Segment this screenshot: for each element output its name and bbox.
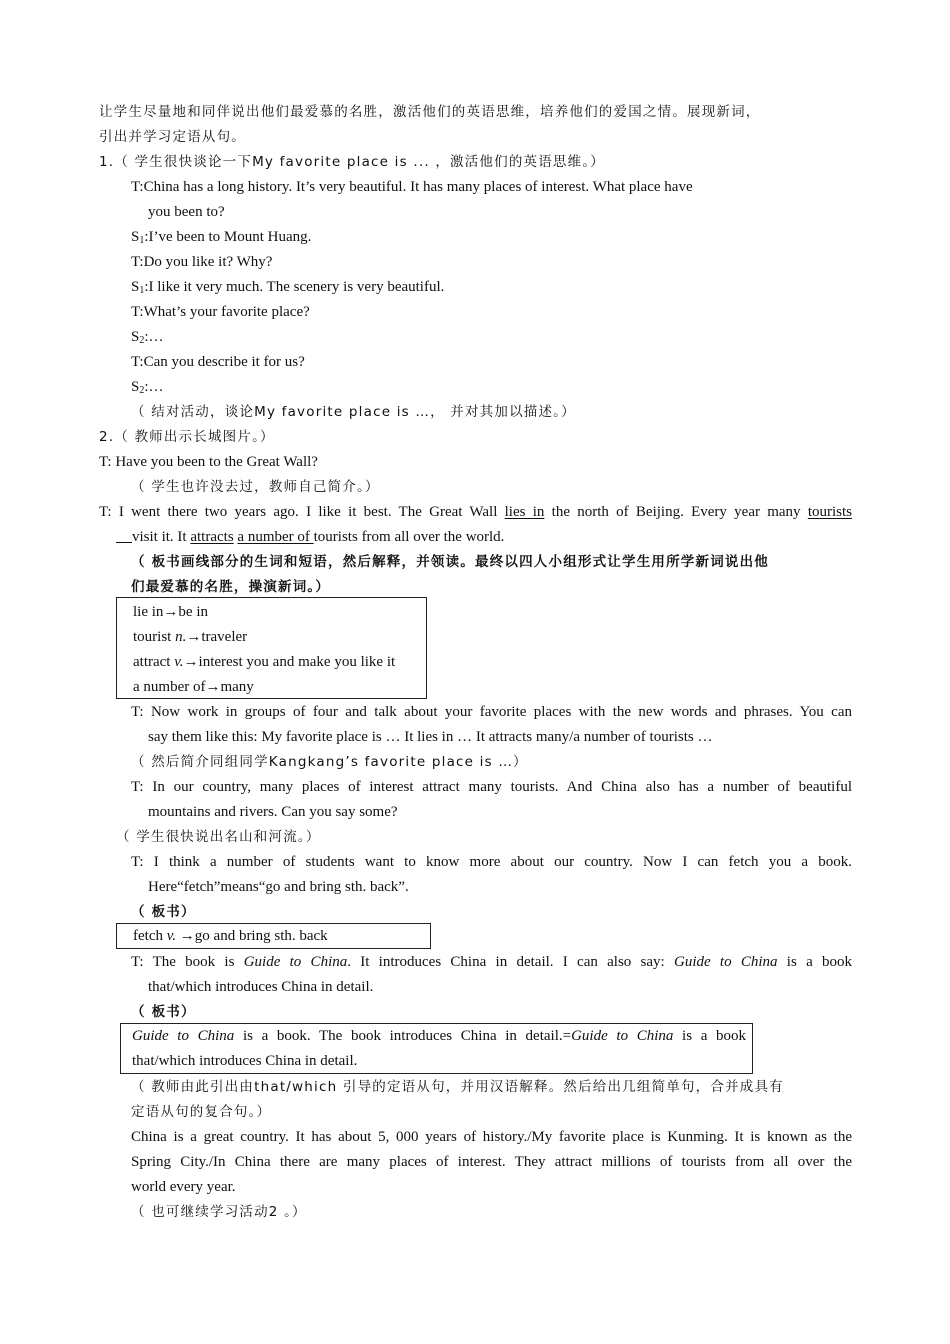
pair-activity-note: （ 结对活动，谈论My favorite place is …， 并对其加以描述。） — [131, 404, 576, 420]
vocab-box — [116, 597, 427, 699]
vocab-lies-in: lies in — [504, 504, 545, 520]
examples-line-1: China is a great country. It has about 5, 000 years of history./My favorite place is Kunming. It is known as the — [131, 1129, 852, 1145]
clause-note-line-2: 定语从句的复合句。） — [131, 1104, 272, 1120]
dialog-line: T:Do you like it? Why? — [131, 254, 273, 270]
dialog-line: $S_1:I’ve$ been to Mount Huang. — [131, 229, 312, 246]
board-label-1: （ 板书） — [131, 904, 196, 920]
fetch-line-2: Here“fetch”means“go and bring sth. back”. — [148, 879, 409, 895]
mountains-note: （ 学生很快说出名山和河流。） — [116, 829, 321, 845]
dialog-line: T:Can you describe it for us? — [131, 354, 305, 370]
final-note: （ 也可继续学习活动2 。） — [131, 1204, 307, 1220]
vocab-item: a number of→many — [133, 679, 254, 695]
vocab-item: lie in→be in — [133, 604, 208, 620]
vocab-item: attract v.→interest you and make you like it — [133, 654, 396, 670]
teacher-intro-note: （ 学生也许没去过，教师自己简介。） — [131, 479, 380, 495]
fetch-line-1: T: I think a number of students want to know more about our country. Now I can fetch you a book. — [131, 854, 852, 870]
step2-heading: 2.（ 教师出示长城图片。） — [99, 429, 275, 445]
vocab-item: tourist n.→traveler — [133, 629, 248, 645]
vocab-tourists: tourists — [807, 504, 852, 520]
guide-line-2: that/which introduces China in detail. — [148, 979, 374, 995]
vocab-a-number-of: a number of — [237, 529, 314, 545]
dialog-line: T:China has a long history. It’s very beautiful. It has many places of interest. What place have — [131, 179, 693, 195]
intro-line-1: 让学生尽量地和同伴说出他们最爱慕的名胜，激活他们的英语思维，培养他们的爱国之情。展现新词， — [99, 104, 761, 120]
country-line-2: mountains and rivers. Can you say some? — [148, 804, 398, 820]
group-work-line-1: T: Now work in groups of four and talk about your favorite places with the new words and phrases. You can — [131, 704, 852, 720]
fetch-box: fetch v. →go and bring sth. back — [116, 923, 431, 949]
board-note-line-1: （ 板书画线部分的生词和短语，然后解释，并领读。最终以四人小组形式让学生用所学新词说出他 — [131, 554, 769, 570]
board-label-2: （ 板书） — [131, 1004, 196, 1020]
dialog-line: you been to? — [148, 204, 225, 220]
examples-line-3: world every year. — [131, 1179, 236, 1195]
clause-note-line-1: （ 教师由此引出由that/which 引导的定语从句，并用汉语解释。然后给出几组简单句，合并成具有 — [131, 1079, 784, 1095]
great-wall-story-line-1: T: I went there two years ago. I like it best. The Great Wall lies in the north of Beijing. Every year many tourists — [99, 504, 852, 520]
examples-line-2: Spring City./In China there are many places of interest. They attract millions of tourists from all over the — [131, 1154, 852, 1170]
dialog-line: T:What’s your favorite place? — [131, 304, 310, 320]
dialog-line: $S_2:\dots$ — [131, 379, 164, 396]
great-wall-story-line-2: visit it. It attracts a number of tourists from all over the world. — [116, 525, 852, 550]
dialog-line: $S_1:I$ like it very much. The scenery is very beautiful. — [131, 279, 445, 296]
guide-box: Guide to China is a book. The book introduces China in detail.=Guide to China is a book that/which introduces China in detail. — [120, 1023, 753, 1074]
board-note-line-2: 们最爱慕的名胜，操演新词。） — [131, 579, 331, 595]
group-work-line-2: say them like this: My favorite place is … It lies in … It attracts many/a number of tourists … — [148, 729, 713, 745]
vocab-attracts: attracts — [190, 529, 234, 545]
great-wall-question: T: Have you been to the Great Wall? — [99, 454, 318, 470]
kangkang-note: （ 然后简介同组同学Kangkang’s favorite place is …） — [131, 754, 528, 770]
guide-line-1: T: The book is Guide to China. It introduces China in detail. I can also say: Guide to China is a book — [131, 954, 852, 970]
country-line-1: T: In our country, many places of interest attract many tourists. And China also has a number of beautiful — [131, 779, 852, 795]
intro-line-2: 引出并学习定语从句。 — [99, 129, 246, 145]
dialog-line: $S_2:\dots$ — [131, 329, 164, 346]
step1-heading: 1.（ 学生很快谈论一下My favorite place is ... ，激活他们的英语思维。） — [99, 154, 605, 170]
